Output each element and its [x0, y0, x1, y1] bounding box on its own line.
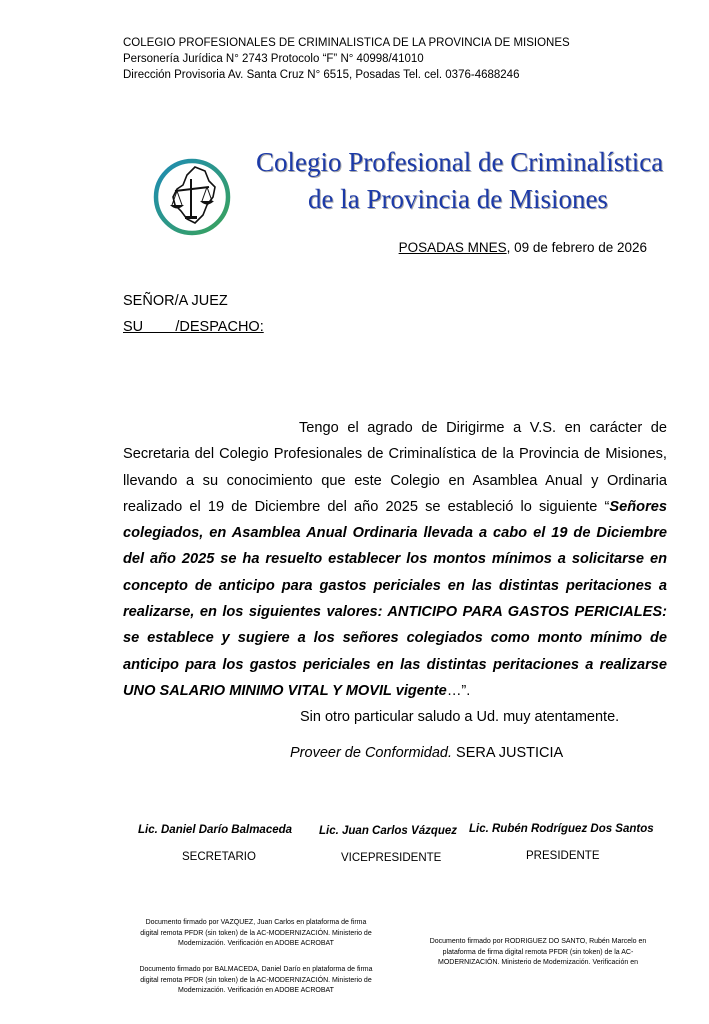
date-place: POSADAS MNES: [398, 240, 507, 255]
signature-name-vicepresidente: Lic. Juan Carlos Vázquez: [319, 825, 458, 837]
letter-date: [399, 240, 647, 255]
closing-greeting: Sin otro particular saludo a Ud. muy atentamente.: [300, 709, 620, 725]
digital-signature-note-vazquez: Documento firmado por VAZQUEZ, Juan Carlos en plataforma de firma digital remota PFDR (sin token) de la AC-MODERNIZACIÓN. Ministerio de Modernización. Verificación en ADOBE ACROBAT: [140, 919, 372, 947]
closing-formula-italic: Proveer de Conformidad.: [290, 745, 452, 761]
body-resolution-quote: Señores colegiados, en Asamblea Anual Ordinaria llevada a cabo el 19 de Diciembre del año 2025 se ha resuelto establecer los montos mínimos a solicitarse en concepto de anticipo para gastos periciales en las distintas peritaciones a realizarse, en los siguientes valores: ANTICIPO PARA GASTOS PERICIALES: se establece y sugiere a los señores colegiados como monto mínimo de anticipo para los gastos periciales en las distintas peritaciones a realizarse UNO SALARIO MINIMO VITAL Y MOVIL vigente: [123, 498, 667, 699]
letterhead-line-1: COLEGIO PROFESIONALES DE CRIMINALISTICA DE LA PROVINCIA DE MISIONES: [123, 37, 570, 49]
addressee-line-2: SU /DESPACHO:: [123, 319, 264, 335]
body-text-intro: Tengo el agrado de Dirigirme a V.S. en carácter de Secretaria del Colegio Profesionales de Criminalística de la Provincia de Misiones, llevando a su conocimiento que este Colegio en Asamblea Anual y Ordinaria realizado el 19 de Diciembre del año 2025 se estableció lo siguiente “: [123, 420, 667, 515]
body-text-end: …”.: [446, 682, 471, 699]
letterhead-line-2: Personería Jurídica N° 2743 Protocolo “F” N° 40998/41010: [123, 53, 424, 65]
closing-formula: [290, 745, 563, 761]
signature-role-secretario: SECRETARIO: [182, 851, 256, 863]
letterhead-line-3: Dirección Provisoria Av. Santa Cruz N° 6515, Posadas Tel. cel. 0376-4688246: [123, 69, 520, 81]
logo-title-line-2: de la Provincia de Misiones: [308, 184, 608, 214]
addressee-line-1: SEÑOR/A JUEZ: [123, 293, 228, 309]
closing-formula-rest: SERA JUSTICIA: [452, 745, 564, 761]
digital-signature-note-balmaceda: Documento firmado por BALMACEDA, Daniel Darío en plataforma de firma digital remota PFDR (sin token) de la AC-MODERNIZACIÓN. Ministerio de Modernización. Verificación en ADOBE ACROBAT: [139, 966, 373, 994]
scales-of-justice-map-emblem-icon: [151, 157, 233, 237]
signature-role-presidente: PRESIDENTE: [526, 850, 600, 862]
logo-title-line-1: Colegio Profesional de Criminalística: [256, 147, 664, 177]
date-rest: , 09 de febrero de 2026: [506, 240, 647, 255]
signature-name-secretario: Lic. Daniel Darío Balmaceda: [138, 824, 293, 836]
signature-role-vicepresidente: VICEPRESIDENTE: [341, 852, 442, 864]
digital-signature-note-rodriguez: Documento firmado por RODRIGUEZ DO SANTO, Rubén Marcelo en plataforma de firma digital remota PFDR (sin token) de la AC-MODERNIZACIÓN. Ministerio de Modernización. Verificación en: [429, 938, 647, 966]
signature-name-presidente: Lic. Rubén Rodríguez Dos Santos: [469, 823, 654, 835]
letter-body: [123, 415, 667, 704]
